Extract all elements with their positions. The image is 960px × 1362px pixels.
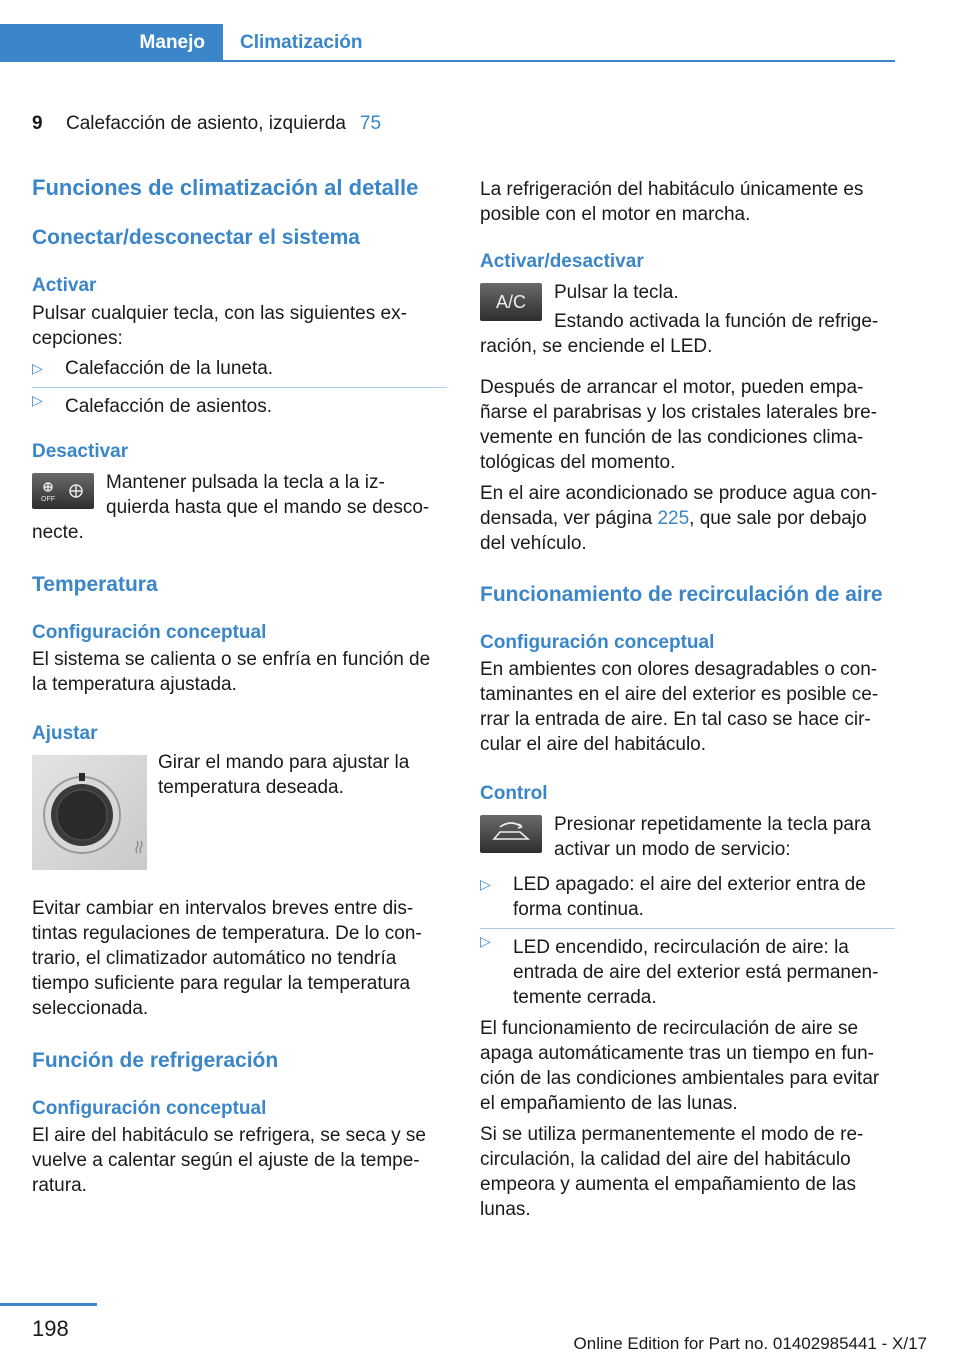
control-block	[480, 812, 895, 862]
left-column	[32, 174, 447, 1198]
page-link-225[interactable]: 225	[657, 508, 690, 529]
activar-exceptions	[32, 356, 447, 419]
agua-text-b: , que sale por debajo del vehículo.	[480, 508, 867, 554]
legend-text: Calefacción de asiento, izquierda	[66, 113, 346, 134]
list-item: ▷ LED apagado: el aire del exterior entra de forma continua.	[480, 872, 895, 928]
heading-control: Control	[480, 783, 548, 804]
list-item: ▷ LED encendido, recirculación de aire: la entrada de aire del exterior está permanen-temente cerrada.	[480, 928, 895, 1010]
si-se-text: Si se utiliza permanentemente el modo de re-circulación, la calidad del aire del habitáculo empeora y aumenta el empañamiento de las lunas.	[480, 1124, 864, 1220]
ac-key-icon	[480, 283, 542, 321]
pulsar-text: Pulsar la tecla.	[554, 282, 679, 303]
temp-text: El sistema se calienta o se enfría en función de la temperatura ajustada.	[32, 649, 431, 695]
despues-text: Después de arrancar el motor, pueden empa-ñarse el parabrisas y los cristales laterales bre-vemente en función de las condiciones clima-tológicas del momento.	[480, 377, 878, 473]
list-item: ▷ Calefacción de la luneta.	[32, 356, 447, 387]
temperature-knob-icon	[32, 755, 147, 870]
agua-text-a: En el aire acondicionado se produce agua con-densada, ver página	[480, 483, 878, 529]
heading-system: Conectar/desconectar el sistema	[32, 226, 360, 249]
header-tabs	[0, 24, 895, 62]
heading-configuracion-2: Configuración conceptual	[32, 1098, 267, 1119]
tab-manejo-label: Manejo	[139, 32, 205, 53]
refrig-text: El aire del habitáculo se refrigera, se seca y se vuelve a calentar según el ajuste de la tempe-ratura.	[32, 1125, 426, 1196]
desactivar-block	[32, 470, 447, 545]
recirculation-key-icon	[480, 815, 542, 853]
svg-text:OFF: OFF	[41, 496, 55, 503]
page-link-75[interactable]: 75	[359, 113, 382, 134]
ajustar-block	[32, 750, 447, 870]
heading-refrigeracion: Función de refrigeración	[32, 1049, 279, 1072]
intro-text: La refrigeración del habitáculo únicamente es posible con el motor en marcha.	[480, 179, 864, 225]
legend-number: 9	[32, 113, 43, 134]
ajustar-text: Girar el mando para ajustar la temperatura deseada.	[158, 752, 410, 798]
activar-text: Pulsar cualquier tecla, con las siguientes ex-cepciones:	[32, 303, 407, 349]
heading-recirculacion: Funcionamiento de recirculación de aire	[480, 583, 883, 606]
estando-text: Estando activada la función de refrige-ración, se enciende el LED.	[480, 311, 879, 357]
agua-text	[480, 481, 895, 556]
funcionamiento-text: El funcionamiento de recirculación de aire se apaga automáticamente tras un tiempo en fun-ción de las condiciones ambientales para evitar el empañamiento de las lunas.	[480, 1018, 880, 1114]
ambientes-text: En ambientes con olores desagradables o con-taminantes en el aire del exterior es posible ce-rrar la entrada de aire. En tal caso se hace cir-cular el aire del habitáculo.	[480, 659, 879, 755]
tab-climatizacion[interactable]: Climatización	[240, 32, 363, 53]
ac-key-label: A/C	[495, 292, 526, 312]
heading-activar-desactivar: Activar/desactivar	[480, 251, 644, 272]
edition-note: Online Edition for Part no. 01402985441 - X/17	[573, 1334, 927, 1353]
heading-activar: Activar	[32, 275, 97, 296]
ac-block	[480, 280, 895, 359]
page-number: 198	[32, 1316, 69, 1341]
heading-desactivar: Desactivar	[32, 441, 129, 462]
footer-rule	[0, 1303, 97, 1306]
legend-item-9	[32, 113, 382, 135]
right-column	[480, 177, 895, 1222]
off-fan-key-icon	[32, 473, 94, 509]
evitar-text: Evitar cambiar en intervalos breves entre dis-tintas regulaciones de temperatura. De lo con-trario, el climatizador automático no tendría tiempo suficiente para regular la temperatura seleccionada.	[32, 898, 422, 1019]
heading-configuracion-1: Configuración conceptual	[32, 622, 267, 643]
heading-ajustar: Ajustar	[32, 723, 98, 744]
desactivar-text: Mantener pulsada la tecla a la iz-quierda hasta que el mando se desco-necte.	[32, 472, 430, 543]
presionar-text: Presionar repetidamente la tecla para activar un modo de servicio:	[554, 814, 871, 860]
control-modes	[480, 872, 895, 1010]
list-item: ▷ Calefacción de asientos.	[32, 387, 447, 419]
section-title: Funciones de climatización al detalle	[32, 175, 419, 200]
heading-configuracion-3: Configuración conceptual	[480, 632, 715, 653]
heading-temperatura: Temperatura	[32, 573, 158, 596]
tab-manejo[interactable]	[0, 24, 223, 62]
